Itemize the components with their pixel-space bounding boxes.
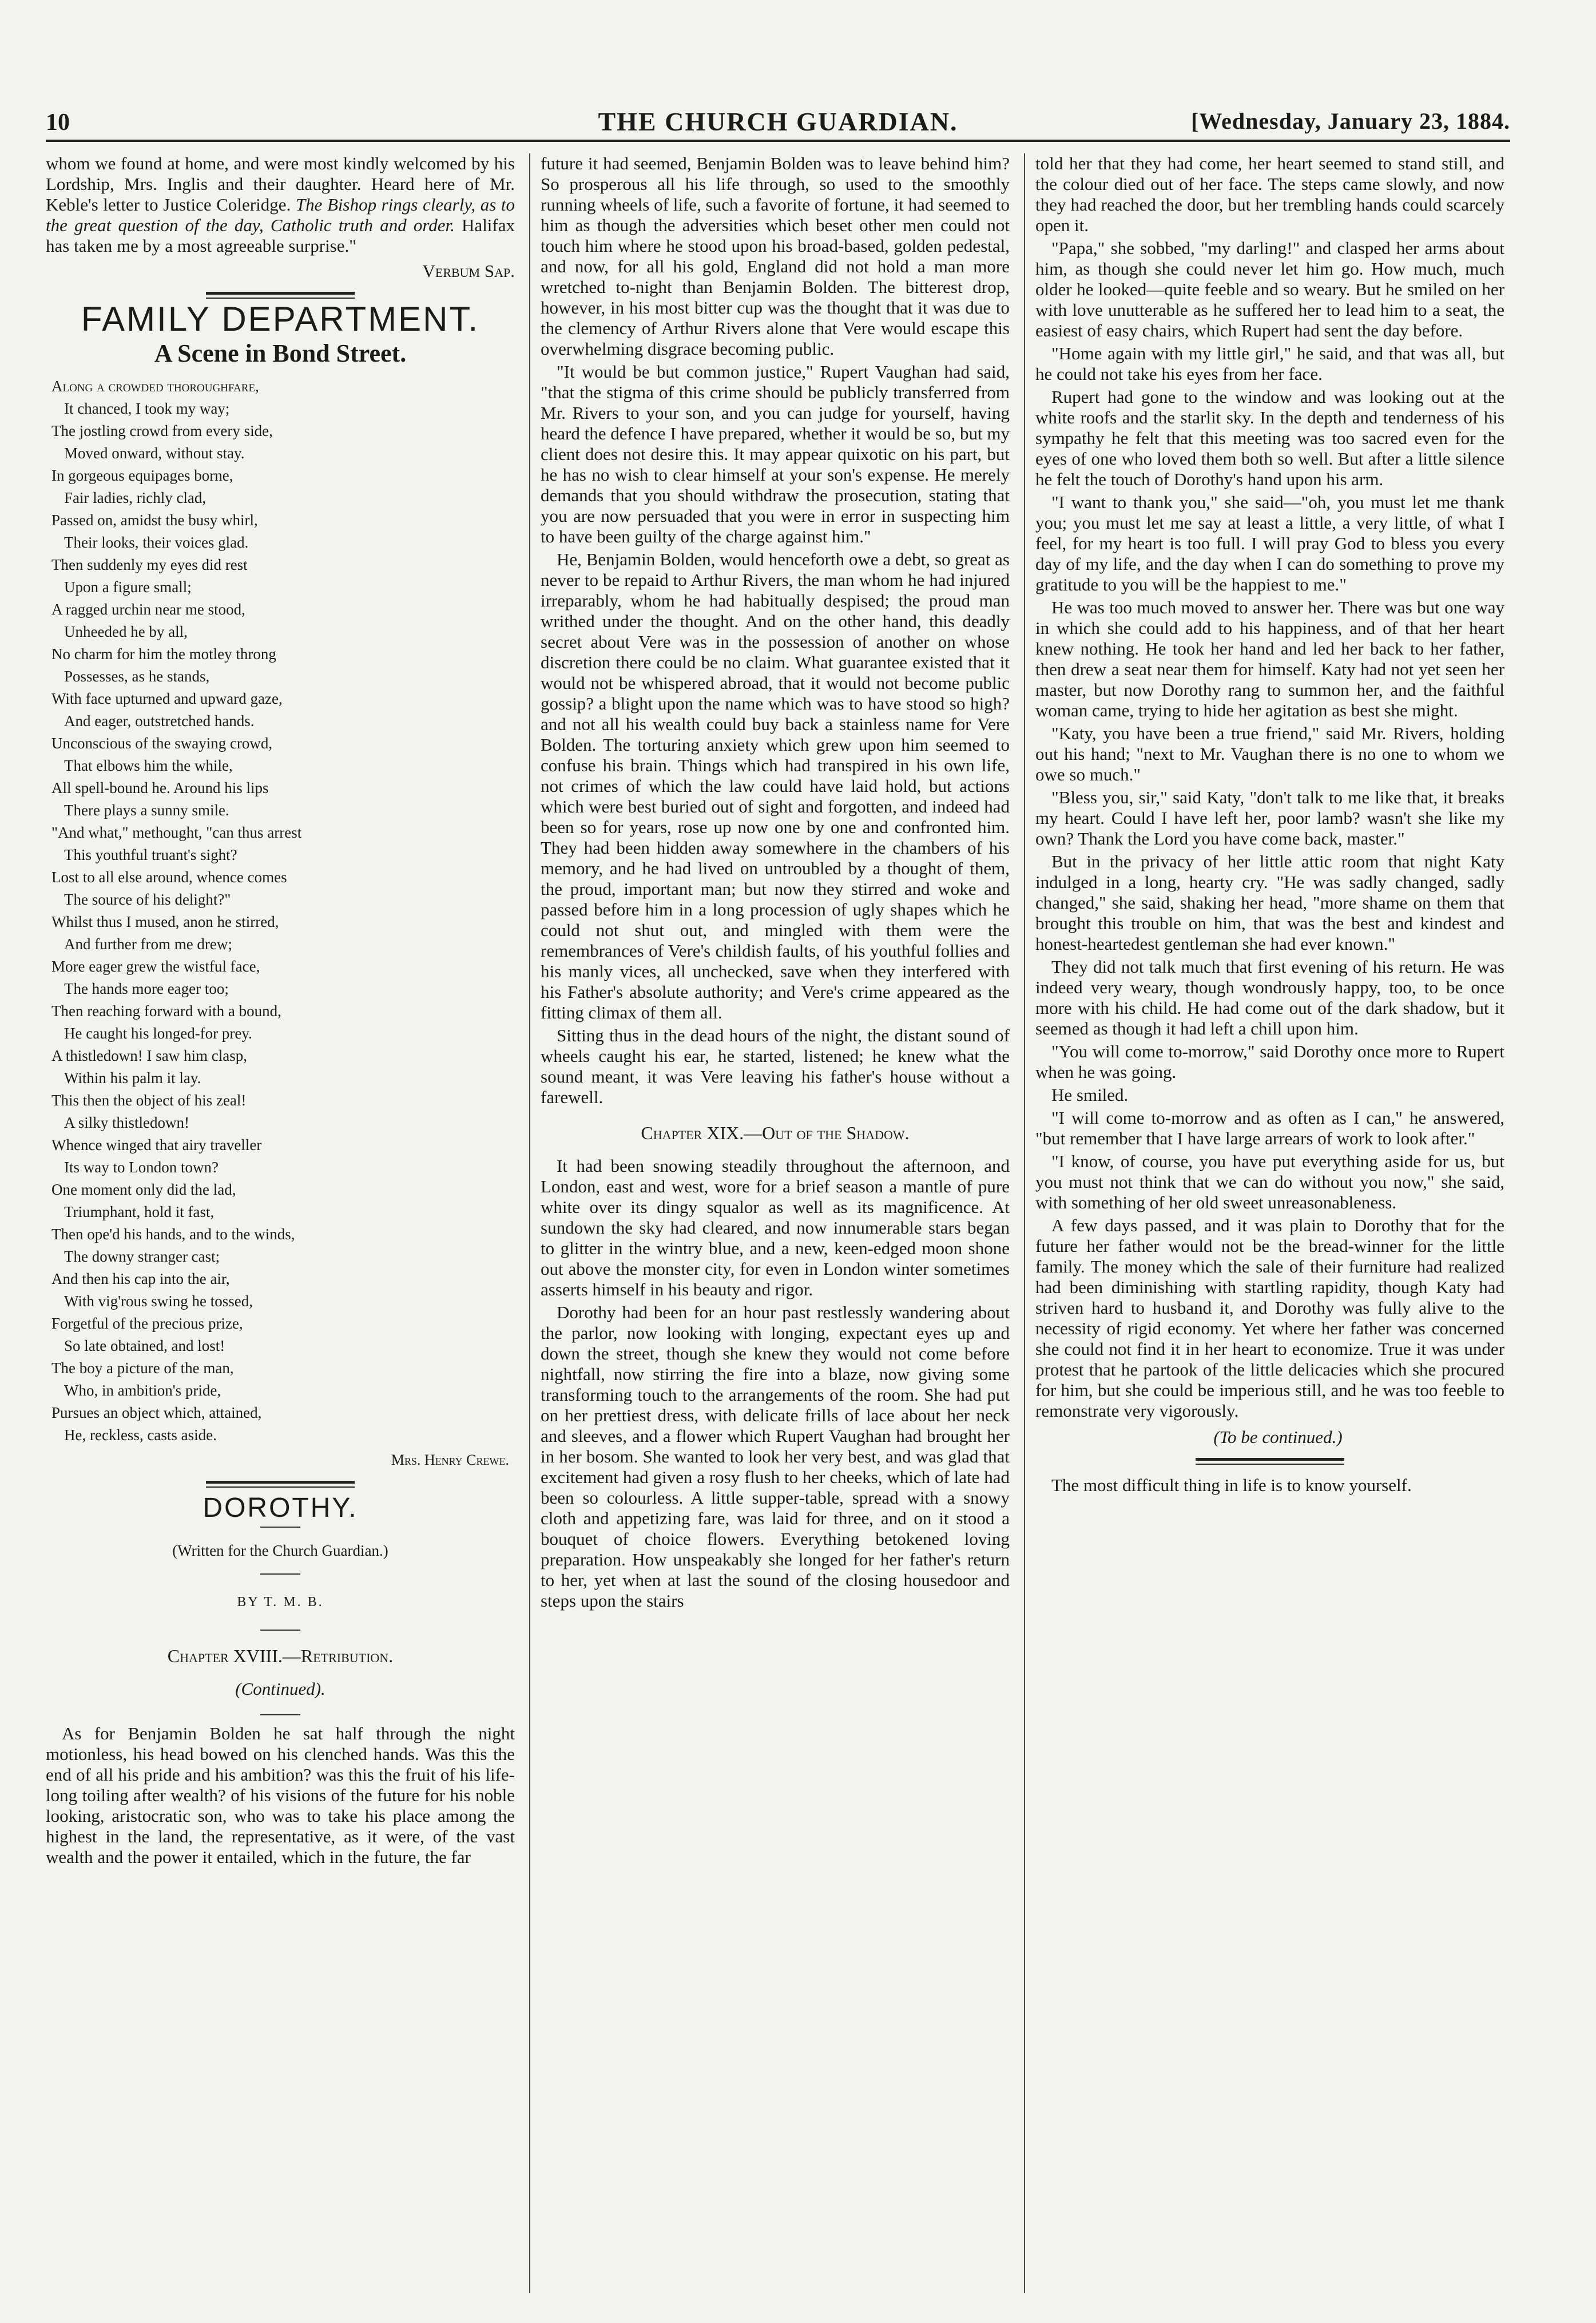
double-rule (206, 1481, 355, 1488)
story-paragraph: They did not talk much that first evening of his return. He was indeed very weary, though wondrously happy, too, to be once more with his child. He had come out of the dark shadow, but it seemed as though it had left a chill upon him. (1035, 957, 1504, 1038)
story-paragraph: Dorothy had been for an hour past restlessly wandering about the parlor, now looking with longing, expectant eyes up and down the street, though she knew they would not come before nightfall, now stirring the fire into a blaze, now giving some transforming touch to the arrangements of the room. She had put on her prettiest dress, with delicate frills of lace about her neck and sleeves, and a flower which Rupert Vaughan had brought her in her bosom. She wanted to look her very best, and was glad that excitement had given a rosy flush to her cheeks, which of late had been so colourless. A little supper-table, spread with a snowy cloth and appetizing fare, was laid for three, and on it stood a bouquet of choice flowers. Everything betokened loving preparation. How unspeakably she longed for her father's return to her, yet when at last the sound of the closing housedoor and steps upon the stairs (541, 1302, 1010, 1611)
issue-date: [Wednesday, January 23, 1884. (1191, 108, 1510, 134)
poem-line: The jostling crowd from every side, (51, 422, 273, 439)
story-paragraph: As for Benjamin Bolden he sat half through the night motionless, his head bowed on his clenched hands. Was this the end of all his pride and his ambition? was this the fruit of his life-long toiling after wealth? of his visions of the future for his noble looking, aristocratic son, who was to take his place among the highest in the land, the representative, as it were, of the vast wealth and the power it entailed, which in the future, the far (46, 1723, 515, 1867)
story-title: DOROTHY. (203, 1493, 358, 1523)
column-rule (1024, 153, 1025, 2293)
poem-line: Then reaching forward with a bound, (51, 1002, 281, 1020)
poem-line: The downy stranger cast; (64, 1248, 220, 1265)
chapter-heading: Chapter XVIII.—Retribution. (167, 1646, 394, 1666)
poem-line: And eager, outstretched hands. (64, 712, 255, 730)
poem-line: Possesses, as he stands, (64, 668, 210, 685)
poem-line: That elbows him the while, (64, 757, 233, 774)
story-paragraph: "Home again with my little girl," he said, and that was all, but he could not take his eyes from her face. (1035, 343, 1504, 384)
poem-title: A Scene in Bond Street. (154, 339, 407, 367)
poem-line: A ragged urchin near me stood, (51, 601, 245, 618)
masthead-title: THE CHURCH GUARDIAN. (598, 107, 958, 136)
poem-line: Within his palm it lay. (64, 1069, 201, 1087)
poem-line: Forgetful of the precious prize, (51, 1315, 243, 1332)
poem-line: Their looks, their voices glad. (64, 534, 249, 551)
story-paragraph: A few days passed, and it was plain to Dorothy that for the future her father would not be the bread-winner for the little family. The money which the sale of their furniture had realized had been diminishing with startling rapidity, though Katy had striven hard to husband it, and Dorothy was fully alive to the necessity of rigid economy. Yet where her father was concerned she could not find it in her heart to economize. True it was under protest that he partook of the little delicacies which she procured for him, but she could be imperious still, and he was too feeble to remonstrate very vigorously. (1035, 1215, 1504, 1421)
poem-line: The hands more eager too; (64, 980, 229, 997)
poem-line: With vig'rous swing he tossed, (64, 1293, 253, 1310)
column-3 (1035, 153, 1504, 1498)
poem-line: All spell-bound he. Around his lips (51, 779, 269, 796)
poem-line: He caught his longed-for prey. (64, 1025, 252, 1042)
poem-line: He, reckless, casts aside. (64, 1426, 217, 1444)
poem-line: Unheeded he by all, (64, 623, 188, 640)
page-number: 10 (46, 109, 70, 136)
story-paragraph: Sitting thus in the dead hours of the night, the distant sound of wheels caught his ear, he started, listened; he knew what the sound meant, it was Vere leaving his father's house without a farewell. (541, 1025, 1010, 1107)
poem-line: Unconscious of the swaying crowd, (51, 735, 273, 752)
poem-line: This youthful truant's sight? (64, 846, 237, 863)
column-1 (46, 153, 515, 1870)
story-paragraph: future it had seemed, Benjamin Bolden was to leave behind him? So prosperous all his life through, so used to the smoothly running wheels of life, such a favorite of fortune, it had seemed to him as though the adversities which beset other men could not touch him where he stood upon his broad-based, golden pedestal, and now, for all his gold, England did not hold a man more wretched to-night than Benjamin Bolden. The bitterest drop, however, in his most bitter cup was the thought that it was due to the clemency of Arthur Rivers alone that Vere would escape this overwhelming disgrace becoming public. (541, 153, 1010, 359)
poem-line: Pursues an object which, attained, (51, 1404, 262, 1421)
to-be-continued: (To be continued.) (1213, 1427, 1343, 1447)
poem-line: The source of his delight?" (64, 891, 231, 908)
poem-line: Upon a figure small; (64, 578, 192, 596)
short-rule (260, 1573, 300, 1575)
poem-line: Who, in ambition's pride, (64, 1382, 221, 1399)
double-rule (206, 292, 355, 299)
poem-line: And then his cap into the air, (51, 1270, 230, 1287)
poem-line: And further from me drew; (64, 935, 232, 953)
written-for-note: (Written for the Church Guardian.) (172, 1542, 388, 1559)
poem-body (46, 375, 515, 1446)
poem-line: More eager grew the wistful face, (51, 958, 260, 975)
poem-line: So late obtained, and lost! (64, 1337, 225, 1354)
story-paragraph: Rupert had gone to the window and was looking out at the white roofs and the starlit sky. In the depth and tenderness of his sympathy he felt that this meeting was too sacred even for the eyes of one who loved them both so well. But after a little silence he felt the touch of Dorothy's hand upon his arm. (1035, 387, 1504, 489)
story-paragraph: "I will come to-morrow and as often as I can," he answered, "but remember that I have large arrears of work to look after." (1035, 1108, 1504, 1148)
poem-line: One moment only did the lad, (51, 1181, 236, 1198)
column-2 (541, 153, 1010, 1614)
poem-line: Then suddenly my eyes did rest (51, 556, 248, 573)
story-paragraph: "Papa," she sobbed, "my darling!" and clasped her arms about him, as though she could never let him go. How much, much older he looked—quite feeble and so weary. But he smiled on her with love unutterable as he suffered her to lead him to a seat, the easiest of easy chairs, which Rupert had sent the day before. (1035, 238, 1504, 340)
poem-line: A thistledown! I saw him clasp, (51, 1047, 247, 1064)
poem-line: In gorgeous equipages borne, (51, 467, 233, 484)
story-paragraph: He, Benjamin Bolden, would henceforth owe a debt, so great as never to be repaid to Arthur Rivers, the man whom he had injured irreparably, whom he had habitually despised; the proud man writhed under the thought. And on the other hand, this deadly secret about Vere was in the possession of another on whose discretion there could be no claim. What guarantee existed that it would not be whispered abroad, that it would not become public gossip? a blight upon the name which was to have stood so high? and not all his wealth could buy back a stainless name for Vere Bolden. The torturing anxiety which grew upon him seemed to confuse his brain. Things which had transpired in his own life, not crimes of which the law could have laid hold, but actions which were best buried out of sight and forgotten, and indeed had been so for years, rose up now one by one and confronted him. They had been hidden away somewhere in the chambers of his memory, and he had lived on untroubled by a thought of them, the proud, important man; but now they stirred and woke and passed before him in a long procession of ugly shapes which he could not shut out, and mingled with them were the remembrances of Vere's childish faults, of his youthful follies and his manly vices, all unchecked, save when they interfered with his Father's absolute authority; and Vere's crime appeared as the fitting climax of them all. (541, 549, 1010, 1022)
letter-italic: The Bishop rings clearly, as to the great question of the day, Catholic truth and order. (46, 195, 515, 235)
poem-line: Whence winged that airy traveller (51, 1136, 262, 1153)
closing-maxim: The most difficult thing in life is to know yourself. (1051, 1475, 1412, 1495)
story-paragraph: told her that they had come, her heart seemed to stand still, and the colour died out of her face. The steps came slowly, and now they had reached the door, but her trembling hands could scarcely open it. (1035, 153, 1504, 235)
chapter-heading: Chapter XIX.—Out of the Shadow. (641, 1123, 910, 1143)
poem-line: Moved onward, without stay. (64, 445, 245, 462)
section-heading: FAMILY DEPARTMENT. (81, 300, 480, 338)
story-paragraph: It had been snowing steadily throughout the afternoon, and London, east and west, wore for a brief season a mantle of pure white over its dingy squalor as well as its magnificence. At sundown the sky had cleared, and now innumerable stars began to glitter in the wintry blue, and a new, keen-edged moon shone out above the monster city, for even in London winter sometimes asserts himself in his beauty and rigor. (541, 1156, 1010, 1299)
story-paragraph: "It would be but common justice," Rupert Vaughan had said, "that the stigma of this crime should be publicly transferred from Mr. Rivers to your son, and you can judge for yourself, having heard the defence I have prepared, whether it would be so, but my client does not desire this. It may appear quixotic on his part, but he has no wish to clear himself at your son's expense. He merely demands that you should withdraw the prosecution, stating that you are now persuaded that you were in error in suspecting him to have been guilty of the charge against him." (541, 362, 1010, 546)
short-rule (260, 1714, 300, 1715)
poem-line: Its way to London town? (64, 1159, 219, 1176)
story-paragraph: "You will come to-morrow," said Dorothy once more to Rupert when he was going. (1035, 1041, 1504, 1082)
story-paragraph: But in the privacy of her little attic room that night Katy indulged in a long, hearty cry. "He was sadly changed, sadly changed," she said, shaking her head, "more shame on them that brought this trouble on him, that was the best and kindest and honest-heartedest gentleman she had ever known." (1035, 851, 1504, 954)
poem-line: With face upturned and upward gaze, (51, 690, 283, 707)
story-paragraph: "Bless you, sir," said Katy, "don't talk to me like that, it breaks my heart. Could I have left her, poor lamb? wasn't she like my own? Thank the Lord you have come back, master." (1035, 787, 1504, 849)
letter-text: whom we found at home, and were most kindly welcomed by his Lordship, Mrs. Inglis and their daughter. Heard here of Mr. Keble's letter to Justice Coleridge. (46, 153, 515, 215)
letter-signature: Verbum Sap. (422, 261, 515, 281)
poem-line: Triumphant, hold it fast, (64, 1203, 215, 1220)
poem-line: The boy a picture of the man, (51, 1359, 234, 1377)
double-rule (1196, 1458, 1344, 1465)
poem-line: A silky thistledown! (64, 1114, 190, 1131)
poem-line: Lost to all else around, whence comes (51, 869, 287, 886)
short-rule (260, 1630, 300, 1631)
poem-line: No charm for him the motley throng (51, 645, 276, 663)
continued-note: (Continued). (235, 1679, 325, 1699)
story-paragraph: "I want to thank you," she said—"oh, you must let me thank you; you must let me say at least a little, a very little, of what I feel, for my heart is too full. I will pray God to bless you every day of my life, and the day when I can do something to prove my gratitude to you will be the happiest to me." (1035, 492, 1504, 594)
poem-author: Mrs. Henry Crewe. (391, 1452, 509, 1468)
column-rule (529, 153, 530, 2293)
poem-line: "And what," methought, "can thus arrest (51, 824, 302, 841)
story-paragraph: "I know, of course, you have put everything aside for us, but you must not think that we can do without you now," she said, with something of her old sweet unreasonableness. (1035, 1151, 1504, 1212)
short-rule (260, 1527, 300, 1528)
poem-line: Fair ladies, richly clad, (64, 489, 207, 506)
poem-line: Passed on, amidst the busy whirl, (51, 512, 258, 529)
letter-end-text (46, 153, 515, 256)
byline: BY T. M. B. (237, 1595, 324, 1610)
letter-text: Halifax has taken me by a most agreeable surprise." (46, 215, 515, 256)
page-header (46, 103, 1510, 142)
poem-line: There plays a sunny smile. (64, 802, 229, 819)
story-paragraph: He was too much moved to answer her. There was but one way in which she could add to his happiness, and of that her heart knew nothing. He took her hand and led her back to her father, then drew a seat near them for himself. Katy had not yet seen her master, but now Dorothy rang to summon her, and the faithful woman came, trying to hide her agitation as best she might. (1035, 597, 1504, 720)
poem-line: This then the object of his zeal! (51, 1092, 247, 1109)
poem-line: Whilst thus I mused, anon he stirred, (51, 913, 279, 930)
poem-line: Then ope'd his hands, and to the winds, (51, 1226, 295, 1243)
poem-line: It chanced, I took my way; (64, 400, 230, 417)
poem-line: Along a crowded thoroughfare, (51, 378, 259, 395)
story-paragraph: "Katy, you have been a true friend," said Mr. Rivers, holding out his hand; "next to Mr. Vaughan there is no one to whom we owe so much." (1035, 723, 1504, 784)
story-paragraph: He smiled. (1051, 1085, 1129, 1105)
